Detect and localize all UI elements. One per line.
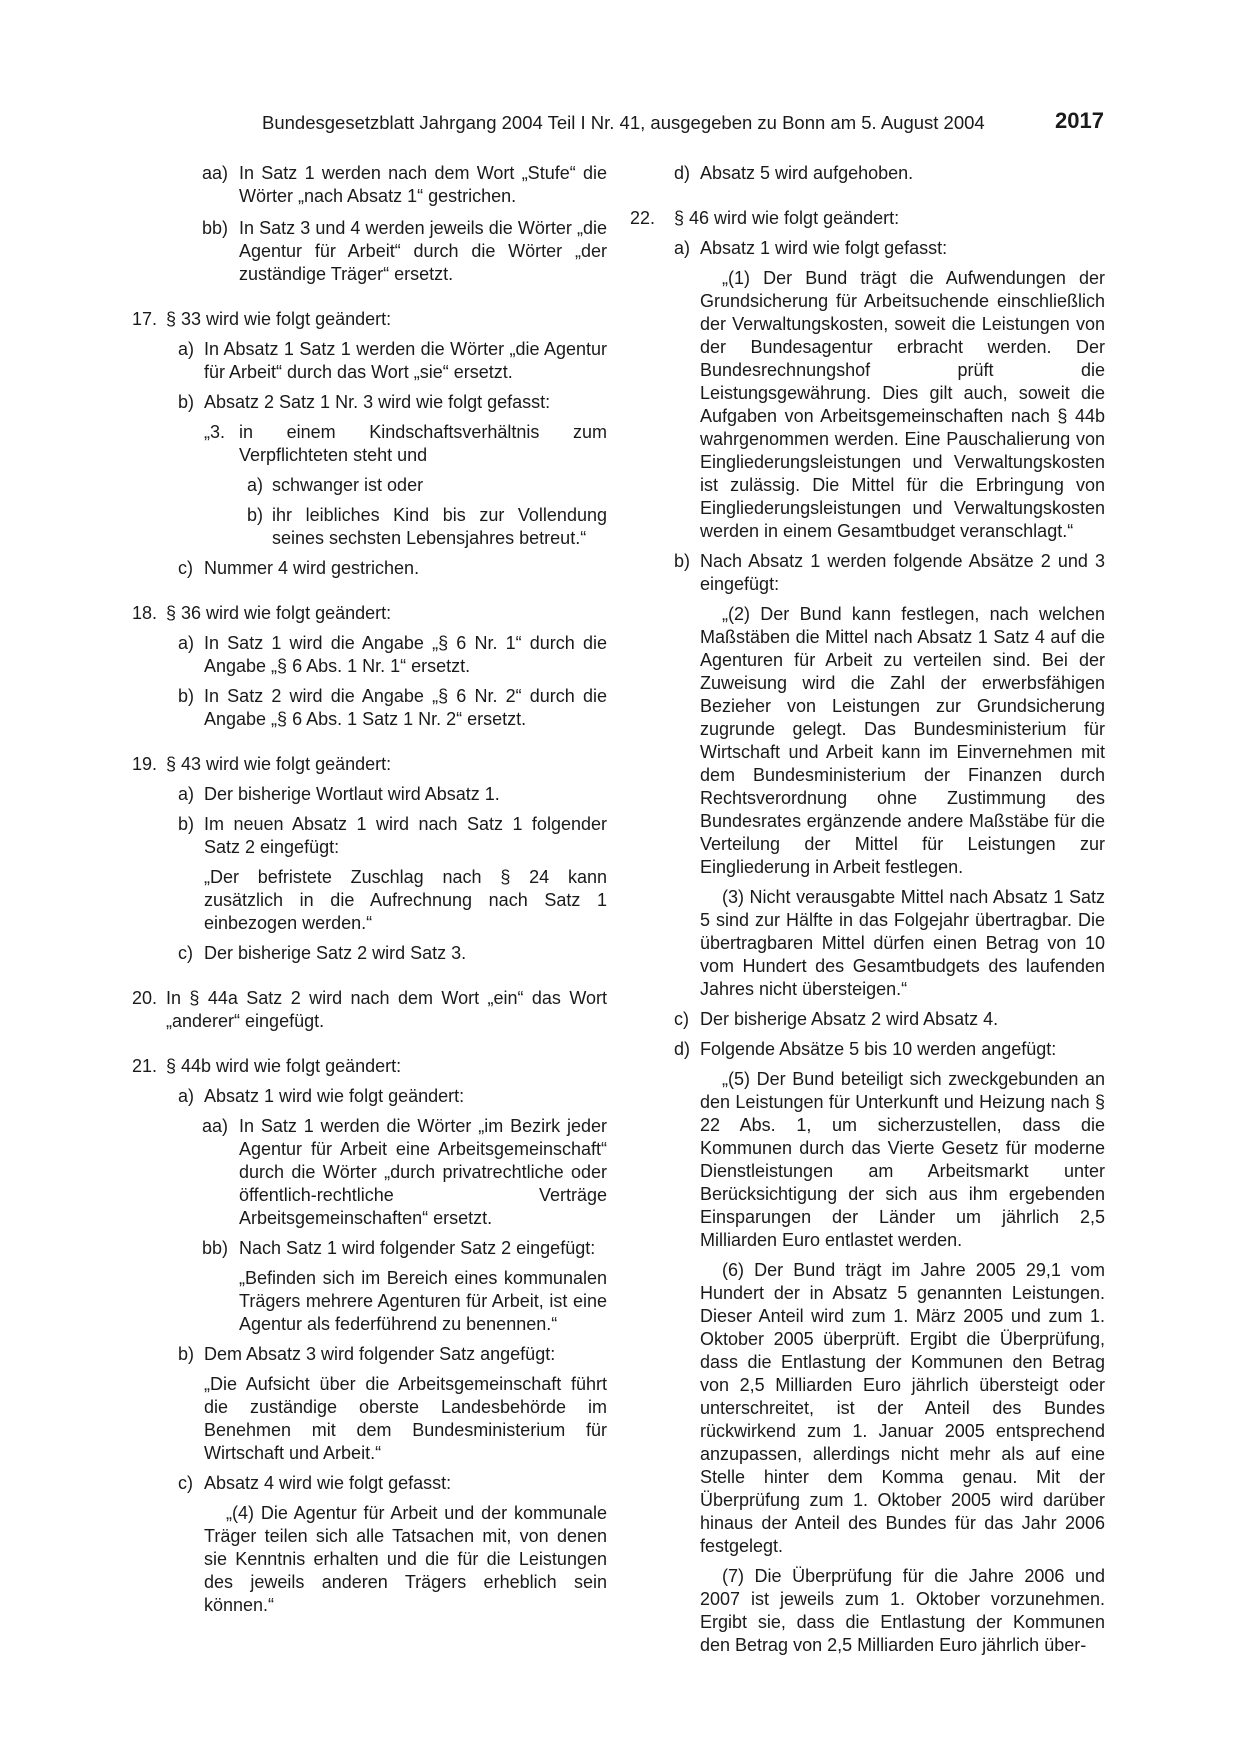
quote-paragraph: „Die Aufsicht über die Arbeitsgemeinschaft führt die zuständige oberste Landesbehörde im Benehmen mit dem Bundesministerium für Wirtschaft und Arbeit.“ bbox=[204, 1374, 607, 1463]
item-marker: b) bbox=[674, 551, 691, 571]
section-17 bbox=[132, 308, 607, 331]
section-22 bbox=[630, 207, 1105, 230]
list-item-b bbox=[132, 685, 607, 731]
quote-subitem-a bbox=[132, 474, 607, 497]
item-text: In Satz 1 wird die Angabe „§ 6 Nr. 1“ durch die Angabe „§ 6 Abs. 1 Nr. 1“ ersetzt. bbox=[204, 633, 607, 676]
item-text: in einem Kindschaftsverhältnis zum Verpflichteten steht und bbox=[239, 422, 607, 465]
section-number: 21. bbox=[132, 1056, 158, 1076]
quote-paragraph: „(2) Der Bund kann festlegen, nach welchen Maßstäben die Mittel nach Absatz 1 Satz 4 auf die Agenturen für Arbeit zu verteilen sind. Bei der Zuweisung wird die Zahl der erwerbsfähigen Bezieher von Leistungen zur Grundsicherung zugrunde gelegt. Das Bundesministerium für Wirtschaft und Arbeit kann im Einvernehmen mit dem Bundesministerium der Finanzen durch Rechtsverordnung ohne Zustimmung des Bundesrates ergänzende andere Maßstäbe für die Verteilung der Mittel für Leistungen zur Eingliederung in Arbeit festlegen. bbox=[700, 604, 1105, 877]
list-item-c bbox=[132, 557, 607, 580]
quote-paragraph: (6) Der Bund trägt im Jahre 2005 29,1 vom Hundert der in Absatz 5 genannten Leistungen. Dieser Anteil wird zum 1. März 2005 und zum 1. Oktober 2005 überprüft. Ergibt die Überprüfung, dass die Entlastung der Kommunen den Betrag von 2,5 Milliarden Euro jährlich übersteigt oder unterschreitet, ist der Anteil des Bundes rückwirkend zum 1. Januar 2005 entsprechend anzupassen, allerdings nicht mehr als auf eine Stelle hinter dem Komma genau. Mit der Überprüfung zum 1. Oktober 2005 wird darüber hinaus der Anteil des Bundes für das Jahr 2006 festgelegt. bbox=[700, 1260, 1105, 1556]
section-number: 19. bbox=[132, 754, 158, 774]
item-text: Absatz 2 Satz 1 Nr. 3 wird wie folgt gefasst: bbox=[204, 392, 551, 412]
section-18 bbox=[132, 602, 607, 625]
item-marker: c) bbox=[178, 943, 193, 963]
section-heading: In § 44a Satz 2 wird nach dem Wort „ein“ das Wort „anderer“ eingefügt. bbox=[166, 988, 607, 1031]
header-title: Bundesgesetzblatt Jahrgang 2004 Teil I Nr. 41, ausgegeben zu Bonn am 5. August 2004 bbox=[262, 112, 985, 133]
item-marker: c) bbox=[674, 1009, 689, 1029]
item-text: Nach Satz 1 wird folgender Satz 2 eingefügt: bbox=[239, 1238, 596, 1258]
list-item-a bbox=[630, 237, 1105, 260]
list-item-d bbox=[630, 1038, 1105, 1061]
item-text: Im neuen Absatz 1 wird nach Satz 1 folgender Satz 2 eingefügt: bbox=[204, 814, 607, 857]
section-number: 17. bbox=[132, 309, 158, 329]
item-text: Nach Absatz 1 werden folgende Absätze 2 und 3 eingefügt: bbox=[700, 551, 1105, 594]
page-number: 2017 bbox=[1055, 108, 1104, 133]
right-column bbox=[630, 162, 1105, 1657]
quote-paragraph: (3) Nicht verausgabte Mittel nach Absatz 1 Satz 5 sind zur Hälfte in das Folgejahr übertragbar. Die übertragbaren Mittel dürfen einen Betrag von 10 vom Hundert des Gesamtbudgets des laufenden Jahres nicht übersteigen.“ bbox=[700, 887, 1105, 999]
item-marker: d) bbox=[674, 163, 691, 183]
section-21 bbox=[132, 1055, 607, 1078]
item-text: schwanger ist oder bbox=[272, 475, 424, 495]
item-marker: „3. bbox=[204, 422, 226, 442]
section-number: 20. bbox=[132, 988, 158, 1008]
section-number: 18. bbox=[132, 603, 158, 623]
item-text: In Absatz 1 Satz 1 werden die Wörter „die Agentur für Arbeit“ durch das Wort „sie“ ersetzt. bbox=[204, 339, 607, 382]
list-item-a bbox=[132, 338, 607, 384]
item-marker: bb) bbox=[202, 1238, 229, 1258]
item-text: Absatz 1 wird wie folgt geändert: bbox=[204, 1086, 465, 1106]
section-heading: § 36 wird wie folgt geändert: bbox=[166, 603, 392, 623]
item-text: In Satz 1 werden nach dem Wort „Stufe“ die Wörter „nach Absatz 1“ gestrichen. bbox=[239, 163, 607, 206]
item-text: Der bisherige Wortlaut wird Absatz 1. bbox=[204, 784, 500, 804]
item-text: In Satz 1 werden die Wörter „im Bezirk jeder Agentur für Arbeit eine Arbeitsgemeinschaft“ durch die Wörter „durch privatrechtliche oder öffentlich-rechtliche Verträge Arbeitsgemeinschaften“ ersetzt. bbox=[239, 1116, 607, 1228]
item-marker: aa) bbox=[202, 163, 229, 183]
list-item-b bbox=[132, 1343, 607, 1366]
item-marker: b) bbox=[178, 1344, 195, 1364]
item-text: ihr leibliches Kind bis zur Vollendung seines sechsten Lebensjahres betreut.“ bbox=[272, 505, 607, 548]
item-marker: b) bbox=[178, 686, 195, 706]
list-item-a bbox=[132, 783, 607, 806]
list-item-a bbox=[132, 1085, 607, 1108]
item-marker: b) bbox=[178, 814, 195, 834]
list-item-aa bbox=[132, 1115, 607, 1230]
item-text: Dem Absatz 3 wird folgender Satz angefügt: bbox=[204, 1344, 556, 1364]
section-heading: § 33 wird wie folgt geändert: bbox=[166, 309, 392, 329]
section-heading: § 44b wird wie folgt geändert: bbox=[166, 1056, 402, 1076]
quote-paragraph: (7) Die Überprüfung für die Jahre 2006 und 2007 ist jeweils zum 1. Oktober vorzunehmen. Ergibt sie, dass die Entlastung der Kommunen den Betrag von 2,5 Milliarden Euro jährlich über- bbox=[700, 1566, 1105, 1655]
section-20 bbox=[132, 987, 607, 1033]
item-marker: c) bbox=[178, 558, 193, 578]
list-item-c bbox=[132, 942, 607, 965]
item-marker: a) bbox=[674, 238, 691, 258]
item-text: Absatz 1 wird wie folgt gefasst: bbox=[700, 238, 948, 258]
item-marker: d) bbox=[674, 1039, 691, 1059]
quote-paragraph: „(4) Die Agentur für Arbeit und der kommunale Träger teilen sich alle Tatsachen mit, von denen sie Kenntnis erhalten und die für die Leistungen des jeweils anderen Trägers erheblich sein können.“ bbox=[204, 1503, 607, 1615]
item-text: In Satz 2 wird die Angabe „§ 6 Nr. 2“ durch die Angabe „§ 6 Abs. 1 Satz 1 Nr. 2“ ersetzt. bbox=[204, 686, 607, 729]
quote-paragraph: „(1) Der Bund trägt die Aufwendungen der Grundsicherung für Arbeitsuchende einschließlich der Verwaltungskosten, soweit die Leistungen von der Bundesagentur erbracht werden. Der Bundesrechnungshof prüft die Leistungsgewährung. Dies gilt auch, soweit die Aufgaben von Arbeitsgemeinschaften nach § 44b wahrgenommen werden. Eine Pauschalierung von Eingliederungsleistungen und Verwaltungskosten ist zulässig. Die Mittel für die Erbringung von Eingliederungsleistungen und Verwaltungskosten werden in einem Gesamtbudget veranschlagt.“ bbox=[700, 268, 1105, 541]
item-marker: a) bbox=[178, 339, 195, 359]
item-text: Folgende Absätze 5 bis 10 werden angefügt: bbox=[700, 1039, 1057, 1059]
section-number: 22. bbox=[630, 208, 656, 228]
item-text: Der bisherige Absatz 2 wird Absatz 4. bbox=[700, 1009, 999, 1029]
section-19 bbox=[132, 753, 607, 776]
item-text: Absatz 4 wird wie folgt gefasst: bbox=[204, 1473, 452, 1493]
section-heading: § 43 wird wie folgt geändert: bbox=[166, 754, 392, 774]
list-item-bb bbox=[132, 1237, 607, 1260]
item-marker: a) bbox=[178, 1086, 195, 1106]
item-marker: a) bbox=[247, 475, 264, 495]
item-text: In Satz 3 und 4 werden jeweils die Wörter „die Agentur für Arbeit“ durch die Wörter „der zuständige Träger“ ersetzt. bbox=[239, 218, 607, 284]
list-item-b bbox=[630, 550, 1105, 596]
quote-item-3 bbox=[132, 421, 607, 467]
item-text: Nummer 4 wird gestrichen. bbox=[204, 558, 420, 578]
quote-subitem-b bbox=[132, 504, 607, 550]
left-column bbox=[132, 162, 607, 1617]
section-heading: § 46 wird wie folgt geändert: bbox=[674, 208, 900, 228]
quote-paragraph: „Der befristete Zuschlag nach § 24 kann zusätzlich in die Aufrechnung nach Satz 1 einbezogen werden.“ bbox=[204, 867, 607, 933]
list-item-c bbox=[630, 1008, 1105, 1031]
list-item-d bbox=[630, 162, 1105, 185]
list-item-aa bbox=[132, 162, 607, 208]
item-marker: a) bbox=[178, 784, 195, 804]
list-item-bb bbox=[132, 217, 607, 286]
item-marker: b) bbox=[178, 392, 195, 412]
item-marker: a) bbox=[178, 633, 195, 653]
quote-paragraph: „Befinden sich im Bereich eines kommunalen Trägers mehrere Agenturen für Arbeit, ist eine Agentur als federführend zu benennen.“ bbox=[239, 1268, 607, 1334]
item-marker: b) bbox=[247, 505, 264, 525]
item-marker: aa) bbox=[202, 1116, 229, 1136]
list-item-b bbox=[132, 391, 607, 414]
item-text: Absatz 5 wird aufgehoben. bbox=[700, 163, 914, 183]
item-marker: c) bbox=[178, 1473, 193, 1493]
list-item-a bbox=[132, 632, 607, 678]
list-item-b bbox=[132, 813, 607, 859]
item-marker: bb) bbox=[202, 218, 229, 238]
list-item-c bbox=[132, 1472, 607, 1495]
item-text: Der bisherige Satz 2 wird Satz 3. bbox=[204, 943, 467, 963]
quote-paragraph: „(5) Der Bund beteiligt sich zweckgebunden an den Leistungen für Unterkunft und Heizung nach § 22 Abs. 1, um sicherzustellen, dass die Kommunen durch das Vierte Gesetz für moderne Dienstleistungen am Arbeitsmarkt unter Berücksichtigung der sich aus ihm ergebenden Einsparungen der Länder um jährlich 2,5 Milliarden Euro entlastet werden. bbox=[700, 1069, 1105, 1250]
